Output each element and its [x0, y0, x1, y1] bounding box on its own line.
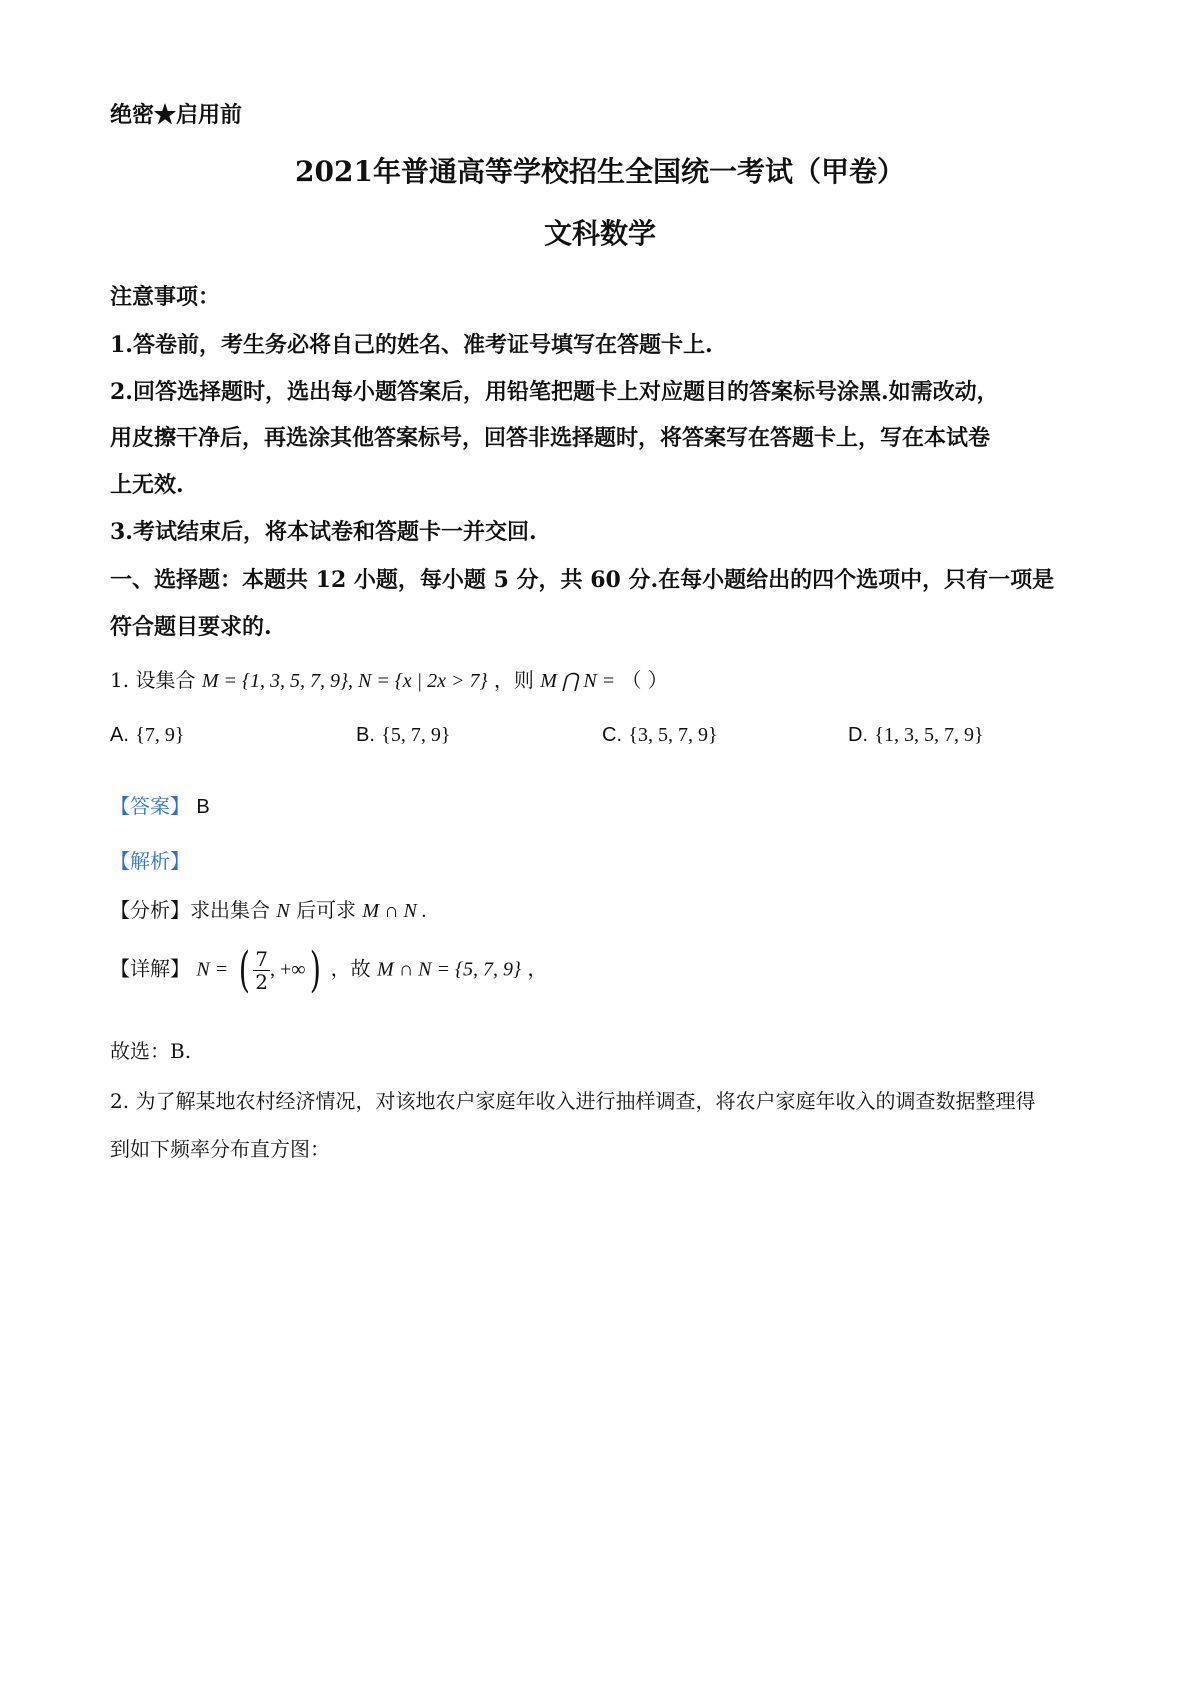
fenxi-text-2: 后可求 [296, 898, 357, 922]
question-1-blank: （ ） [621, 668, 668, 692]
note-item-1: 1.答卷前，考生务必将自己的姓名、准考证号填写在答题卡上. [110, 332, 713, 358]
note-item-3: 3.考试结束后，将本试卷和答题卡一并交回. [110, 519, 537, 545]
fraction-denominator: 2 [255, 969, 269, 994]
question-1-sets: M = {1, 3, 5, 7, 9}, N = {x | 2x > 7} [201, 670, 488, 692]
section-heading-line-1: 一、选择题：本题共 12 小题，每小题 5 分，共 60 分.在每小题给出的四个选项中，只有一项是 [110, 567, 1055, 593]
xiangjie-math-1: N = [196, 958, 229, 981]
xiangjie-infinity: , +∞ [270, 958, 306, 981]
option-c-letter: C. [602, 724, 622, 746]
question-2-line-1: 2. 为了解某地农村经济情况，对该地农户家庭年收入进行抽样调查，将农户家庭年收入的调查数据整理得 [110, 1089, 1036, 1113]
answer-label: 【答案】 [110, 794, 190, 818]
option-b-value: {5, 7, 9} [381, 724, 451, 746]
note-item-2-line-3: 上无效. [110, 472, 184, 498]
fenxi-label: 【分析】 [110, 898, 190, 922]
fraction-numerator: 7 [255, 946, 269, 971]
question-1-stem [110, 664, 668, 693]
answer-line [110, 790, 210, 819]
option-b-letter: B. [356, 724, 375, 746]
question-1-intersection: M ⋂ N = [540, 670, 616, 692]
fenxi-line [110, 894, 427, 923]
fenxi-math-1: N [276, 900, 290, 922]
question-2-line-2: 到如下频率分布直方图： [110, 1137, 330, 1161]
option-c-value: {3, 5, 7, 9} [628, 724, 718, 746]
choose-line: 故选：B. [110, 1039, 192, 1063]
fenxi-text-1: 求出集合 [190, 898, 270, 922]
right-paren: ) [309, 942, 321, 998]
option-d-value: {1, 3, 5, 7, 9} [874, 724, 984, 746]
question-1-prefix: 1. 设集合 [110, 668, 196, 692]
answer-value: B [196, 796, 210, 818]
xiangjie-end: ， [527, 956, 548, 981]
xiangjie-label: 【详解】 [110, 956, 190, 981]
question-1-suffix: ，则 [493, 668, 534, 692]
fenxi-math-2: M ∩ N . [362, 900, 427, 922]
option-a-letter: A. [110, 724, 129, 746]
analysis-label: 【解析】 [110, 849, 190, 873]
note-item-2-line-2: 用皮擦干净后，再选涂其他答案标号，回答非选择题时，将答案写在答题卡上，写在本试卷 [110, 425, 991, 451]
option-a-value: {7, 9} [135, 724, 185, 746]
option-a [110, 722, 184, 747]
subject-title: 文科数学 [543, 217, 656, 250]
option-c [602, 722, 718, 747]
left-paren: ( [238, 942, 250, 998]
note-item-2-line-1: 2.回答选择题时，选出每小题答案后，用铅笔把题卡上对应题目的答案标号涂黑.如需改动， [110, 379, 999, 405]
xiangjie-line [110, 942, 548, 998]
option-d [848, 722, 984, 747]
fraction [253, 948, 270, 993]
option-d-letter: D. [848, 724, 868, 746]
xiangjie-math-2: M ∩ N = {5, 7, 9} [377, 958, 521, 981]
section-heading-line-2: 符合题目要求的. [110, 614, 272, 640]
notes-heading: 注意事项： [110, 284, 221, 310]
exam-title: 2021年普通高等学校招生全国统一考试（甲卷） [295, 155, 905, 188]
xiangjie-text: ，故 [330, 956, 371, 981]
confidential-label: 绝密★启用前 [110, 102, 243, 128]
option-b [356, 722, 450, 747]
